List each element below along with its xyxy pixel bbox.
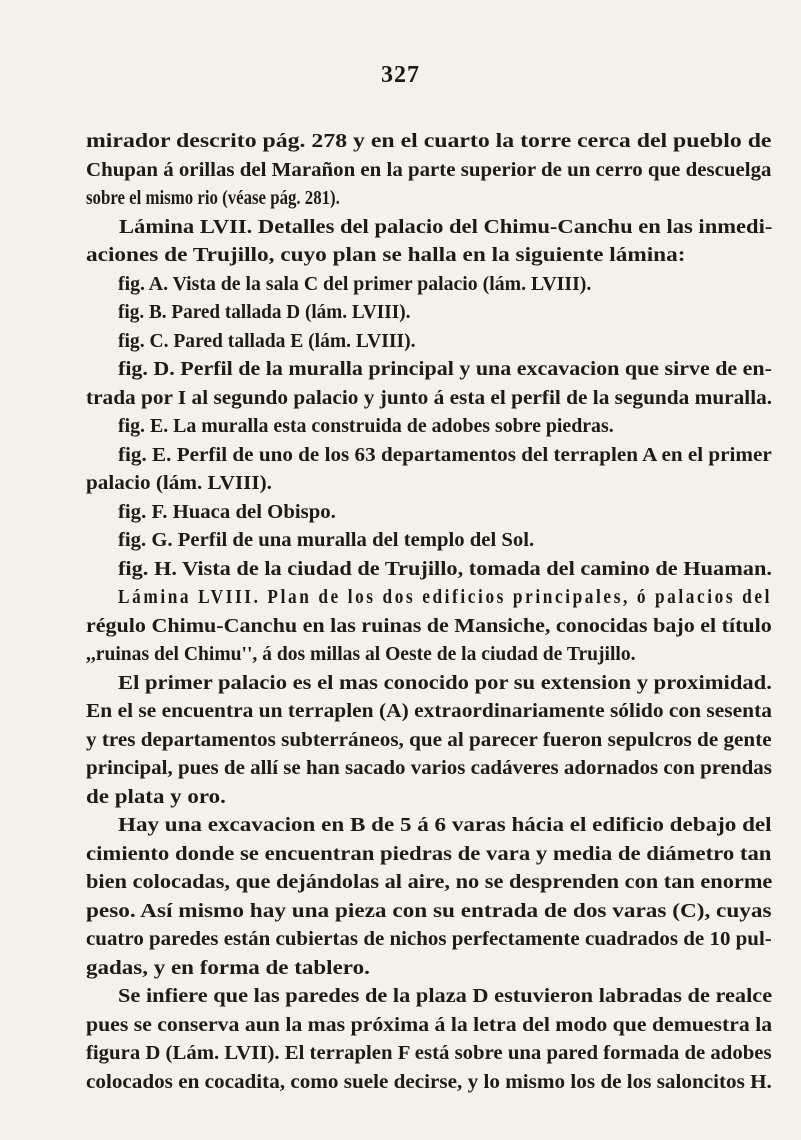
text-line: de plata y oro. — [86, 785, 226, 808]
text-line: pues se conserva aun la mas próxima á la letra del modo que demuestra la — [86, 1013, 773, 1036]
text-line: fig. G. Perfil de una muralla del templo del Sol. — [118, 529, 535, 551]
text-line: principal, pues de allí se han sacado varios cadáveres adornados con prendas — [86, 757, 772, 779]
text-line: fig. C. Pared tallada E (lám. LVIII). — [118, 329, 416, 352]
text-line: fig. F. Huaca del Obispo. — [118, 500, 336, 523]
text-line: fig. H. Vista de la ciudad de Trujillo, tomada del camino de Huaman. — [118, 557, 772, 580]
text-line: fig. D. Perfil de la muralla principal y una excavacion que sirve de en- — [118, 358, 772, 380]
text-line: gadas, y en forma de tablero. — [86, 956, 370, 979]
text-line: fig. B. Pared tallada D (lám. LVIII). — [118, 301, 411, 323]
page-number: 327 — [381, 62, 420, 88]
text-line: El primer palacio es el mas conocido por su extension y proximidad. — [118, 671, 772, 694]
text-line: y tres departamentos subterráneos, que al parecer fueron sepulcros de gente — [86, 728, 772, 751]
text-line: cimiento donde se encuentran piedras de vara y media de diámetro tan — [86, 842, 772, 865]
text-line: ,,ruinas del Chimu'', á dos millas al Oeste de la ciudad de Trujillo. — [86, 643, 636, 665]
text-line: fig. A. Vista de la sala C del primer palacio (lám. LVIII). — [118, 272, 592, 295]
text-line: En el se encuentra un terraplen (A) extraordinariamente sólido con sesenta — [86, 700, 772, 722]
text-line: palacio (lám. LVIII). — [86, 472, 272, 494]
text-line: bien colocadas, que dejándolas al aire, no se desprenden con tan enorme — [86, 871, 773, 893]
text-line: Se infiere que las paredes de la plaza D estuvieron labradas de realce — [118, 985, 773, 1007]
text-line: figura D (Lám. LVII). El terraplen F está sobre una pared formada de adobes — [86, 1042, 772, 1064]
text-line: trada por I al segundo palacio y junto á esta el perfil de la segunda muralla. — [86, 386, 773, 409]
text-line: fig. E. Perfil de uno de los 63 departamentos del terraplen A en el primer — [118, 443, 772, 466]
text-line: mirador descrito pág. 278 y en el cuarto la torre cerca del pueblo de — [86, 130, 772, 152]
text-line: régulo Chimu-Canchu en las ruinas de Mansiche, conocidas bajo el título — [86, 614, 772, 637]
text-line: Chupan á orillas del Marañon en la parte superior de un cerro que descuelga — [86, 158, 772, 181]
text-line: Hay una excavacion en B de 5 á 6 varas hácia el edificio debajo del — [118, 814, 772, 836]
text-line: cuatro paredes están cubiertas de nichos perfectamente cuadrados de 10 pul- — [86, 928, 772, 950]
text-line: fig. E. La muralla esta construida de adobes sobre piedras. — [118, 415, 614, 437]
text-line: aciones de Trujillo, cuyo plan se halla en la siguiente lámina: — [86, 244, 686, 266]
text-line: Lámina LVIII. Plan de los dos edificios principales, ó palacios del — [118, 586, 772, 608]
text-line: peso. Así mismo hay una pieza con su entrada de dos varas (C), cuyas — [86, 899, 772, 922]
text-line: sobre el mismo rio (véase pág. 281). — [86, 187, 340, 209]
text-line: colocados en cocadita, como suele decirse, y lo mismo los de los saloncitos H. — [86, 1070, 772, 1093]
text-line: Lámina LVII. Detalles del palacio del Chimu-Canchu en las inmedi- — [119, 215, 773, 238]
